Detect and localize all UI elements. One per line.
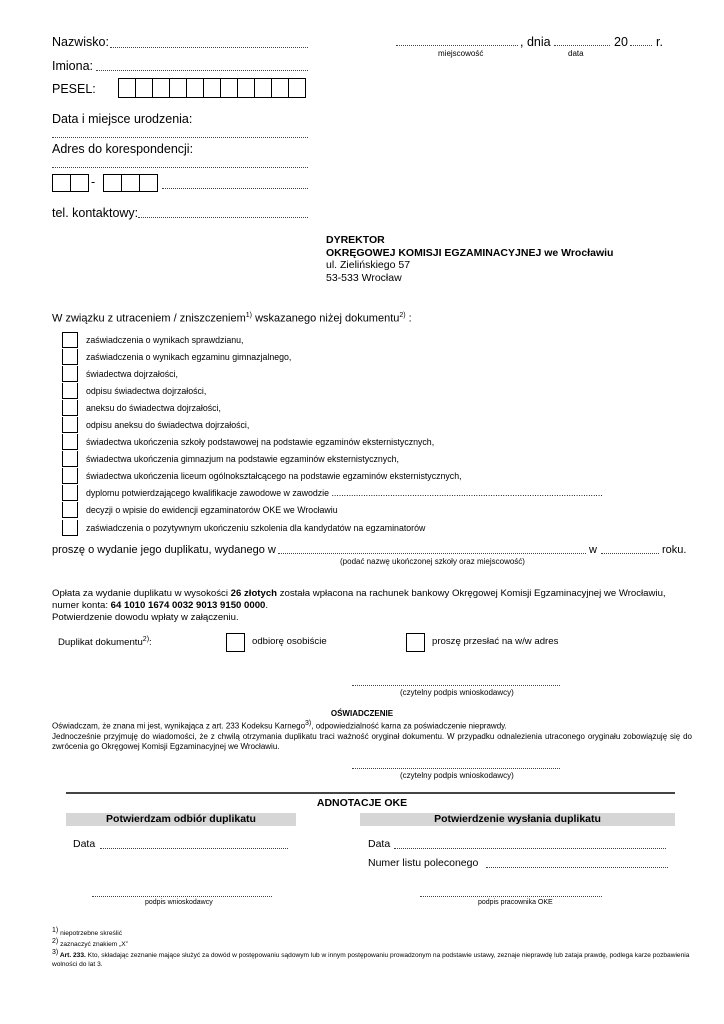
declaration-title: OŚWIADCZENIE: [330, 709, 394, 718]
surname-field[interactable]: [110, 47, 308, 48]
footnote-3-num: 3): [52, 949, 59, 957]
document-option-label: dyplomu potwierdzającego kwalifikacje zawodowe w zawodzie ...............................................................................................................: [86, 488, 603, 499]
pickup-sup: 2): [142, 636, 150, 643]
document-option-row[interactable]: [62, 502, 603, 519]
footnote-3-article: Art. 233.: [58, 952, 86, 960]
oke-left-signature-caption: podpis wnioskodawcy: [145, 899, 213, 906]
document-list: [62, 331, 603, 536]
document-checkbox[interactable]: [62, 349, 78, 365]
document-checkbox[interactable]: [62, 520, 78, 536]
document-option-label: aneksu do świadectwa dojrzałości,: [86, 402, 221, 413]
postal-code-part1[interactable]: [52, 174, 89, 192]
document-option-label: świadectwa dojrzałości,: [86, 368, 178, 379]
document-option-label: świadectwa ukończenia gimnazjum na podstawie egzaminów eksternistycznych,: [86, 454, 399, 465]
oke-right-signature-line[interactable]: [420, 896, 602, 897]
phone-label: tel. kontaktowy:: [52, 206, 139, 220]
pesel-field[interactable]: [118, 78, 306, 98]
addressee-line3: ul. Zielińskiego 57: [326, 259, 411, 271]
payment-amount: 26 złotych: [230, 588, 278, 599]
address-label: Adres do korespondencji:: [52, 142, 194, 156]
document-option-label: zaświadczenia o pozytywnym ukończeniu szkolenia dla kandydatów na egzaminatorów: [86, 522, 426, 533]
date-caption: data: [568, 49, 584, 58]
birth-label: Data i miejsce urodzenia:: [52, 112, 193, 126]
pickup-colon: :: [149, 637, 152, 649]
phone-field[interactable]: [138, 217, 308, 218]
intro-part1: W związku z utraceniem / zniszczeniem: [52, 312, 246, 325]
pickup-option2: proszę przesłać na w/w adres: [432, 636, 559, 647]
pickup-personal-checkbox[interactable]: [226, 633, 245, 652]
footnote-1-num: 1): [52, 927, 59, 934]
declaration-line1a: Oświadczam, że znana mi jest, wynikająca z art. 233 Kodeksu Karnego: [52, 721, 306, 731]
applicant-signature-line-2[interactable]: [352, 768, 560, 769]
document-checkbox[interactable]: [62, 451, 78, 467]
applicant-signature-line-1[interactable]: [352, 685, 560, 686]
payment-block: [52, 588, 692, 624]
document-option-row[interactable]: [62, 348, 603, 365]
place-field[interactable]: [396, 45, 518, 46]
payment-text1: Opłata za wydanie duplikatu w wysokości: [52, 588, 231, 599]
request-w: w: [589, 544, 597, 556]
declaration-body: [52, 719, 692, 752]
document-option-row[interactable]: [62, 485, 603, 502]
pickup-mail-checkbox[interactable]: [406, 633, 425, 652]
document-option-label: świadectwa ukończenia liceum ogólnokształcącego na podstawie egzaminów eksternistycznych,: [86, 471, 462, 482]
document-option-label: świadectwa ukończenia szkoły podstawowej na podstawie egzaminów eksternistycznych,: [86, 437, 435, 448]
intro-text: [52, 312, 412, 325]
footnote-3: Kto, składając zeznanie mające służyć za dowód w postępowaniu sądowym lub w innym postępowaniu prowadzonym na podstawie ustawy, zeznaje nieprawdę lub zataja prawdę, podlega karze pozbawienia wolności do lat 3.: [52, 952, 690, 968]
names-label: Imiona:: [52, 59, 93, 73]
document-option-row[interactable]: [62, 399, 603, 416]
document-option-label: odpisu świadectwa dojrzałości,: [86, 385, 207, 396]
oke-right-header: Potwierdzenie wysłania duplikatu: [360, 813, 675, 826]
intro-sup1: 1): [245, 312, 253, 319]
oke-title: ADNOTACJE OKE: [316, 797, 408, 809]
account-number: 64 1010 1674 0032 9013 9150 0000: [110, 600, 266, 611]
document-option-label: zaświadczenia o wynikach sprawdzianu,: [86, 334, 244, 345]
document-checkbox[interactable]: [62, 434, 78, 450]
pickup-label: [58, 636, 152, 648]
oke-left-signature-line[interactable]: [92, 896, 272, 897]
birth-field[interactable]: [52, 137, 308, 138]
declaration-line2: Jednocześnie przyjmuję do wiadomości, że z chwilą otrzymania duplikatu traci ważność oryginał dokumentu. W przypadku odnalezienia utraconego oryginału zobowiązuję się do zwrócenia go Okręgowej Komisji Egzaminacyjnej we Wrocławiu.: [52, 731, 692, 751]
year-field[interactable]: [630, 45, 652, 46]
footnotes: [52, 927, 692, 969]
payment-text2: została wpłacona na rachunek bankowy Okręgowej Komisji Egzaminacyjnej we Wrocławiu,: [277, 588, 666, 599]
document-option-label: odpisu aneksu do świadectwa dojrzałości,: [86, 420, 250, 431]
oke-right-date-field[interactable]: [394, 848, 666, 849]
pesel-label: PESEL:: [52, 82, 96, 96]
account-label: numer konta:: [52, 600, 111, 611]
document-checkbox[interactable]: [62, 417, 78, 433]
document-checkbox[interactable]: [62, 468, 78, 484]
oke-right-date-label: Data: [368, 838, 391, 850]
intro-sup2: 2): [399, 312, 406, 319]
document-option-row[interactable]: [62, 382, 603, 399]
document-option-label: decyzji o wpisie do ewidencji egzaminatorów OKE we Wrocławiu: [86, 505, 338, 516]
account-end: .: [265, 600, 269, 611]
document-option-row[interactable]: [62, 416, 603, 433]
postal-dash: -: [91, 175, 96, 189]
document-option-row[interactable]: [62, 365, 603, 382]
pickup-label-text: Duplikat dokumentu: [58, 637, 143, 649]
names-field[interactable]: [96, 70, 308, 71]
document-checkbox[interactable]: [62, 383, 78, 399]
declaration-sup: 3): [305, 720, 312, 727]
addressee-block: [326, 234, 613, 284]
addressee-line2: OKRĘGOWEJ KOMISJI EGZAMINACYJNEJ we Wrocławiu: [326, 246, 614, 259]
footnote-2: zaznaczyć znakiem „X”: [58, 941, 128, 949]
oke-left-header: Potwierdzam odbiór duplikatu: [66, 813, 296, 826]
document-option-label: zaświadczenia o wynikach egzaminu gimnazjalnego,: [86, 351, 292, 362]
document-checkbox[interactable]: [62, 502, 78, 518]
date-field[interactable]: [554, 45, 610, 46]
document-checkbox[interactable]: [62, 366, 78, 382]
year-prefix: 20: [614, 35, 628, 49]
document-checkbox[interactable]: [62, 485, 78, 501]
footnote-2-num: 2): [52, 938, 59, 946]
request-year-word: roku.: [662, 544, 687, 556]
registered-letter-field[interactable]: [486, 867, 668, 868]
footnote-1: niepotrzebne skreślić: [58, 930, 123, 938]
oke-left-date-field[interactable]: [100, 848, 288, 849]
document-option-row[interactable]: [62, 434, 603, 451]
document-option-row[interactable]: [62, 519, 603, 536]
date-comma: , dnia: [520, 35, 551, 49]
intro-part2: wskazanego niżej dokumentu: [252, 312, 400, 325]
pickup-option1: odbiorę osobiście: [252, 636, 327, 647]
intro-part3: :: [405, 312, 412, 325]
declaration-line1b: , odpowiedzialność karna za poświadczenie nieprawdy.: [311, 721, 507, 731]
city-field[interactable]: [162, 188, 308, 189]
document-option-row[interactable]: [62, 331, 603, 348]
addressee-line1: DYREKTOR: [326, 234, 385, 246]
document-option-row[interactable]: [62, 468, 603, 485]
surname-label: Nazwisko:: [52, 35, 109, 49]
school-field[interactable]: [278, 553, 586, 554]
document-checkbox[interactable]: [62, 400, 78, 416]
registered-letter-label: Numer listu poleconego: [368, 857, 479, 869]
address-field[interactable]: [52, 167, 308, 168]
signature-caption-1: (czytelny podpis wnioskodawcy): [400, 688, 514, 697]
year-graduation-field[interactable]: [601, 553, 659, 554]
request-text: proszę o wydanie jego duplikatu, wydanego w: [52, 544, 276, 556]
place-caption: miejscowość: [438, 49, 484, 58]
year-suffix: r.: [656, 35, 663, 49]
postal-code-part2[interactable]: [103, 174, 158, 192]
document-option-row[interactable]: [62, 451, 603, 468]
payment-proof: Potwierdzenie dowodu wpłaty w załączeniu.: [52, 612, 239, 623]
addressee-line4: 53-533 Wrocław: [326, 271, 402, 284]
oke-left-date-label: Data: [73, 838, 96, 850]
document-checkbox[interactable]: [62, 332, 78, 348]
signature-caption-2: (czytelny podpis wnioskodawcy): [400, 771, 514, 780]
oke-right-signature-caption: podpis pracownika OKE: [478, 899, 553, 906]
oke-divider: [66, 792, 675, 794]
request-caption: (podać nazwę ukończonej szkoły oraz miejscowość): [340, 557, 525, 566]
